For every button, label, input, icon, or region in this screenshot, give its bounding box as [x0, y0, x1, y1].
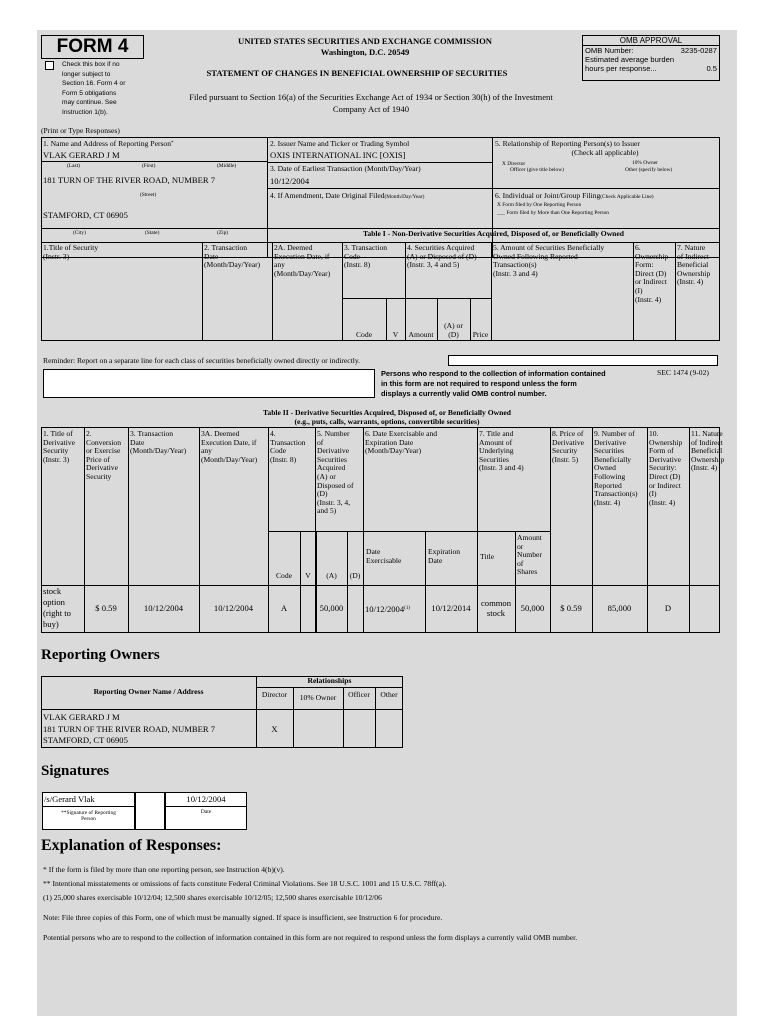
omb-approval-box: [582, 35, 720, 81]
potential-persons-text: Potential persons who are to respond to the collection of information contained in this form are not required to respond unless the form displays a currently valid OMB number.: [43, 933, 578, 942]
signatures-heading: Signatures: [41, 763, 110, 779]
box5-sub: (Check all applicable): [571, 148, 639, 157]
t2-row-code: A: [280, 603, 288, 613]
state-label: (State): [145, 230, 160, 236]
owner-name-address: VLAK GERARD J M 181 TURN OF THE RIVER ROAD, NUMBER 7 STAMFORD, CT 06905: [43, 712, 216, 745]
t1-col-amount: 5. Amount of Securities Beneficially Owned Following Reported Transaction(s) (Instr. 3 and 4): [493, 243, 605, 278]
table2-title: Table II - Derivative Securities Acquired, Disposed of, or Beneficially Owned: [263, 408, 511, 417]
officer-check[interactable]: Officer (give title below): [510, 167, 564, 173]
one-person-filing[interactable]: X Form filed by One Reporting Person: [497, 202, 582, 208]
t2-sub-amount: Amount or Number of Shares: [517, 533, 542, 577]
director-check[interactable]: X Director: [502, 161, 526, 167]
agency-location: Washington, D.C. 20549: [320, 47, 410, 57]
multiple-person-filing[interactable]: ___ Form filed by More than One Reporting Person: [497, 210, 609, 216]
t1-col-code: 3. Transaction Code (Instr. 8): [344, 243, 388, 270]
t2-col-nature: 11. Nature of Indirect Beneficial Ownership (Instr. 4): [691, 429, 725, 473]
owner-director-mark: X: [271, 724, 278, 734]
omb-title: OMB APPROVAL: [583, 36, 719, 46]
zip-label: (Zip): [217, 230, 229, 236]
t2-col-title: 1. Title of Derivative Security (Instr. 3): [43, 429, 76, 464]
t2-col-deemed: 3A. Deemed Execution Date, if any (Month/Day/Year): [201, 429, 258, 464]
ten-percent-owner-check[interactable]: 10% Owner: [632, 160, 658, 166]
signature-name: /s/Gerard Vlak: [44, 794, 95, 804]
table1-title: Table I - Non-Derivative Securities Acquired, Disposed of, or Beneficially Owned: [363, 229, 624, 238]
box2-label: 2. Issuer Name and Ticker or Trading Symbol: [270, 139, 410, 148]
other-header: Other: [380, 690, 398, 699]
t2-sub-v: V: [305, 571, 311, 580]
t2-sub-code: Code: [275, 571, 293, 580]
t2-col-owned: 9. Number of Derivative Securities Beneficially Owned Following Reported Transaction(s) (Instr. 4): [594, 429, 638, 507]
reminder-blank-field: [448, 355, 718, 366]
middle-label: (Middle): [217, 163, 237, 169]
signature-date-label: Date: [200, 809, 212, 815]
reporting-owners-heading: Reporting Owners: [41, 647, 160, 663]
t2-row-conversion-price: $ 0.59: [95, 603, 117, 613]
t1-sub-code: Code: [355, 330, 373, 339]
t2-col-conversion: 2. Conversion or Exercise Price of Derivative Security: [86, 429, 122, 481]
issuer-name: OXIS INTERNATIONAL INC [OXIS]: [270, 150, 406, 160]
omb-burden-2: hours per response...: [585, 64, 657, 73]
t2-row-exercisable: 10/12/2004$^{(1)}$: [365, 604, 410, 614]
t2-row-deemed: 10/12/2004: [213, 603, 254, 613]
signature-gap-box: [135, 792, 165, 830]
box1-label: 1. Name and Address of Reporting Person*: [43, 139, 174, 148]
footnote-link[interactable]: (1): [404, 606, 410, 611]
t2-sub-a: (A): [326, 571, 337, 580]
table2-subtitle: (e.g., puts, calls, warrants, options, convertible securities): [294, 417, 480, 426]
owner-name-header: Reporting Owner Name / Address: [93, 687, 204, 696]
omb-burden-1: Estimated average burden: [585, 55, 675, 64]
t2-sub-expiration: Expiration Date: [428, 547, 461, 565]
omb-number: 3235-0287: [680, 46, 717, 55]
t1-sub-amount: Amount: [408, 330, 434, 339]
city-label: (City): [73, 230, 86, 236]
t2-sub-title: Title: [480, 552, 495, 561]
director-header: Director: [261, 690, 288, 699]
t2-col-underlying: 7. Title and Amount of Underlying Securities (Instr. 3 and 4): [479, 429, 524, 473]
t2-row-underlying-title: common stock: [480, 598, 512, 618]
omb-hours: 0.5: [706, 64, 717, 73]
filed-pursuant: Filed pursuant to Section 16(a) of the Securities Exchange Act of 1934 or Section 30(h) of the Investment Company Act of 1940: [189, 92, 553, 114]
explanation-item-2: ** Intentional misstatements or omissions of facts constitute Federal Criminal Violations. See 18 U.S.C. 1001 and 15 U.S.C. 78ff(a).: [43, 879, 447, 888]
form-page: [37, 30, 737, 1016]
explanation-heading: Explanation of Responses:: [41, 837, 222, 854]
t2-row-deriv-price: $ 0.59: [560, 603, 582, 613]
explanation-item-3: (1) 25,000 shares exercisable 10/12/04; 12,500 shares exercisable 10/12/05; 12,500 shares exercisable 10/12/06: [43, 893, 382, 902]
t1-sub-aord: (A) or (D): [444, 321, 463, 339]
t1-col-title: 1.Title of Security (Instr. 3): [43, 243, 99, 261]
box3-label: 3. Date of Earliest Transaction (Month/Day/Year): [270, 164, 421, 173]
signature-label: **Signature of Reporting Person: [61, 810, 116, 822]
relationships-header: Relationships: [307, 676, 352, 685]
sec-number: SEC 1474 (9-02): [657, 368, 709, 377]
other-check[interactable]: Other (specify below): [625, 167, 673, 173]
reporting-person-name: VLAK GERARD J M: [43, 150, 120, 160]
box6-label: 6. Individual or Joint/Group Filing(Check Applicable Line): [495, 191, 654, 200]
street-label: (Street): [140, 192, 157, 198]
agency-title: UNITED STATES SECURITIES AND EXCHANGE COMMISSION: [238, 36, 492, 46]
box5-label: 5. Relationship of Reporting Person(s) to Issuer: [495, 139, 640, 148]
t1-col-date: 2. Transaction Date (Month/Day/Year): [204, 243, 261, 270]
t1-col-ownership: 6. Ownership Form: Direct (D) or Indirect (I) (Instr. 4): [635, 243, 669, 304]
t2-row-form: D: [664, 603, 672, 613]
explanation-item-1: * If the form is filed by more than one reporting person, see Instruction 4(b)(v).: [43, 865, 285, 874]
t2-col-price: 8. Price of Derivative Security (Instr. 5): [552, 429, 585, 464]
form-title: FORM 4: [41, 35, 144, 59]
earliest-transaction-date: 10/12/2004: [270, 176, 310, 186]
t1-col-nature: 7. Nature of Indirect Beneficial Ownership (Instr. 4): [677, 243, 711, 287]
t2-row-owned: 85,000: [607, 603, 632, 613]
reporting-person-street: 181 TURN OF THE RIVER ROAD, NUMBER 7: [43, 175, 216, 185]
reporting-person-city: STAMFORD, CT 06905: [43, 210, 128, 220]
t2-col-exercisable: 6. Date Exercisable and Expiration Date (Month/Day/Year): [365, 429, 438, 456]
owner-header: 10% Owner: [299, 693, 337, 702]
print-type-note: (Print or Type Responses): [41, 126, 120, 135]
t2-row-amount: 50,000: [520, 603, 545, 613]
reminder-text: Reminder: Report on a separate line for each class of securities beneficially owned directly or indirectly.: [43, 356, 361, 365]
t2-col-form: 10. Ownership Form of Derivative Security: Direct (D) or Indirect (I) (Instr. 4): [649, 429, 683, 507]
statement-title: STATEMENT OF CHANGES IN BENEFICIAL OWNERSHIP OF SECURITIES: [206, 68, 508, 78]
checkbox-text: Check this box if no longer subject to Section 16. Form 4 or Form 5 obligations may continue. See Instruction 1(b).: [62, 61, 126, 116]
t1-sub-price: Price: [472, 330, 489, 339]
persons-notice: Persons who respond to the collection of information contained in this form are not required to respond unless the form displays a currently valid OMB control number.: [381, 369, 606, 398]
last-label: (Last): [67, 163, 80, 169]
t2-row-expiration: 10/12/2014: [431, 603, 471, 613]
officer-header: Officer: [348, 690, 370, 699]
signature-date: 10/12/2004: [186, 794, 226, 804]
t1-sub-v: V: [392, 330, 399, 339]
box4-label: 4. If Amendment, Date Original Filed(Month/Day/Year): [270, 191, 425, 200]
t2-col-code: 4. Transaction Code (Instr. 8): [270, 429, 306, 464]
t2-sub-exercisable: Date Exercisable: [366, 547, 402, 565]
t2-row-title: stock option (right to buy): [43, 586, 71, 629]
t2-col-number: 5. Number of Derivative Securities Acquired (A) or Disposed of (D) (Instr. 3, 4, and 5): [317, 429, 354, 516]
note-text: Note: File three copies of this Form, one of which must be manually signed. If space is insufficient, see Instruction 6 for procedure.: [43, 913, 443, 922]
t2-col-date: 3. Transaction Date (Month/Day/Year): [130, 429, 187, 456]
t2-row-number: 50,000: [319, 603, 344, 613]
no-longer-subject-checkbox[interactable]: [45, 61, 54, 70]
t1-col-deemed: 2A. Deemed Execution Date, if any (Month/Day/Year): [274, 243, 331, 278]
t1-col-securities: 4. Securities Acquired (A) or Disposed of (D) (Instr. 3, 4 and 5): [407, 243, 477, 270]
notice-blank-field: [43, 369, 375, 398]
omb-number-label: OMB Number:: [585, 46, 634, 55]
first-label: (First): [142, 163, 156, 169]
t2-sub-d: (D): [349, 571, 361, 580]
t2-row-date: 10/12/2004: [143, 603, 184, 613]
